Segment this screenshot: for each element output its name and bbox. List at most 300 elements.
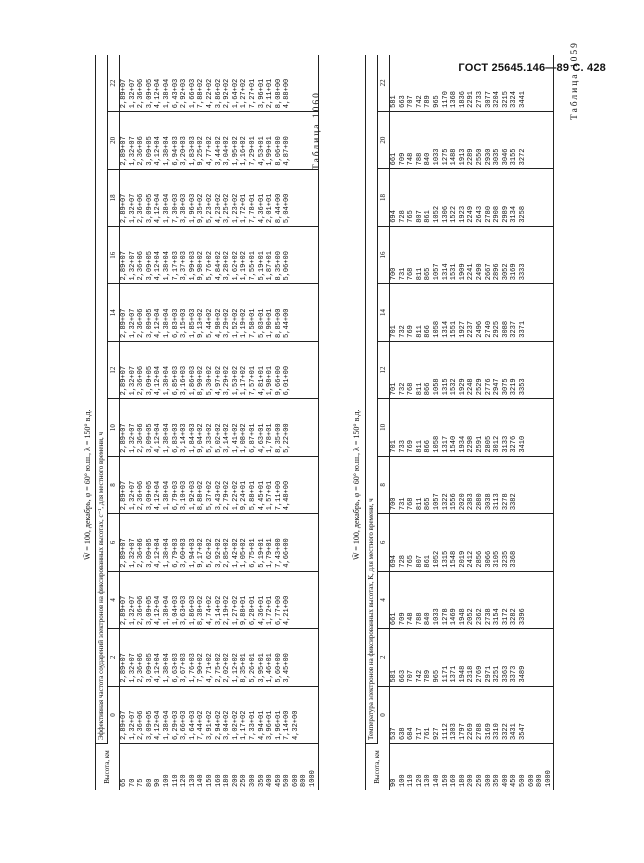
- table1-value: 1913: [458, 148, 467, 166]
- table1-value: 1317: [441, 435, 450, 453]
- table2-col-header: 16: [108, 227, 120, 284]
- table1-value: 769: [407, 325, 416, 338]
- table1-value: 1929: [458, 378, 467, 396]
- table2-value: 7,43+00: [274, 538, 283, 568]
- table1-height-value: 800: [536, 774, 545, 787]
- table2-value: 4,32+00: [291, 710, 300, 740]
- table2-value: 1,38+04: [162, 308, 171, 338]
- table2-value: 2,89+07: [120, 480, 128, 511]
- table1-value: 768: [407, 497, 416, 511]
- table1-value: 1371: [450, 665, 459, 683]
- table1-value: 707: [407, 669, 416, 683]
- table2-value: 1,84+03: [188, 423, 197, 453]
- table1-value: 965: [432, 669, 441, 683]
- table1-value: 3172: [501, 608, 510, 626]
- table1-height-value: 450: [510, 774, 519, 787]
- table2-value: 1,38+04: [162, 365, 171, 396]
- table2-height-value: 500: [283, 774, 292, 787]
- table2-value: 5,19+01: [257, 251, 266, 281]
- table1-value: 663: [398, 95, 407, 108]
- table1-value: 3371: [518, 320, 527, 338]
- table2-value: 2,36+06: [137, 480, 146, 511]
- table1-value: 1058: [432, 378, 441, 396]
- table2-value: 7,33+01: [248, 710, 257, 740]
- table2-value: 8,44+00: [274, 193, 283, 224]
- table1-value: 661: [390, 612, 398, 626]
- table2-height-value: 110: [171, 774, 180, 787]
- table2-col-header: 10: [108, 399, 120, 456]
- table2-value: 1,32+07: [128, 193, 137, 224]
- table1-value: 2496: [475, 320, 484, 338]
- table2-value: 2,92+03: [180, 78, 189, 109]
- table2-value: 2,89+07: [120, 710, 128, 740]
- table2-value: 1,99+03: [188, 251, 197, 281]
- table2-value: 6,83+03: [171, 423, 180, 453]
- table2-value: 1,86+03: [188, 365, 197, 396]
- table1-value: 2383: [467, 493, 476, 511]
- table1-height-value: 140: [432, 774, 441, 787]
- table2-value: 3,09+05: [145, 480, 154, 511]
- table2-values-cell: [120, 341, 319, 398]
- table2-value: 1,76+03: [188, 653, 197, 683]
- table2-value: 9,98+02: [197, 251, 206, 281]
- table2-value: 7,90+02: [197, 653, 206, 683]
- table1-col-header: 10: [378, 399, 390, 456]
- table1-values-cell: [390, 226, 554, 283]
- table1-value: 3088: [501, 320, 510, 338]
- table1-value: 2020: [458, 493, 467, 511]
- table2-value: 1,79+01: [266, 538, 275, 568]
- table2-value: 4,98+02: [214, 308, 223, 338]
- table1-value: 537: [390, 727, 398, 740]
- table2-value: 9,13+02: [197, 308, 206, 338]
- table1-value: 811: [415, 497, 424, 511]
- table2-col-header: 8: [108, 456, 120, 513]
- table1-values-cell: [390, 55, 554, 111]
- table2-value: 1,57+01: [266, 480, 275, 511]
- table1-value: 581: [390, 95, 398, 108]
- table2-value: 1,66+03: [188, 78, 197, 109]
- table1-value: 2740: [484, 320, 493, 338]
- table1-height-value: 300: [484, 774, 493, 787]
- table2-value: 5,44+02: [205, 308, 214, 338]
- table2-value: 4,66+00: [283, 538, 292, 568]
- table1-value: 2529: [475, 378, 484, 396]
- table2-value: 5,06+00: [283, 251, 292, 281]
- table1-value: 1033: [432, 608, 441, 626]
- table2-value: 1,41+02: [231, 423, 240, 453]
- table2-value: 3,14+02: [223, 423, 232, 453]
- table2-value: 4,12+04: [154, 78, 163, 109]
- table2-value: 4,12+04: [154, 251, 163, 281]
- table2-value: 1,38+04: [162, 136, 171, 166]
- table2-value: 4,48+00: [283, 480, 292, 511]
- table2-height-value: 180: [223, 774, 232, 787]
- table2-value: 2,89+07: [120, 653, 128, 683]
- table2-height-value: 75: [137, 778, 146, 787]
- table2-value: 8,06+00: [274, 136, 283, 166]
- table1-value: 3237: [510, 320, 519, 338]
- table1-value: 709: [398, 152, 407, 166]
- table2-value: 3,60+03: [180, 538, 189, 568]
- table2-height-value: 600: [291, 774, 300, 787]
- table1-col-header: 14: [378, 284, 390, 341]
- table2-value: 1,90+01: [266, 308, 275, 338]
- table2-value: 5,76+02: [205, 251, 214, 281]
- table1-value: 3134: [510, 205, 519, 223]
- table1-value: 840: [424, 152, 433, 166]
- table2-col-header: 18: [108, 169, 120, 226]
- table1-value: 2780: [484, 205, 493, 223]
- table2-value: 6,87+01: [248, 423, 257, 453]
- table2-value: 1,19+02: [240, 308, 249, 338]
- table2-value: 1,32+07: [128, 308, 137, 338]
- table2-values-cell: [120, 629, 319, 686]
- table2-value: 1,86+03: [188, 595, 197, 626]
- table1-value: 2947: [493, 378, 502, 396]
- table1-value: 3373: [510, 665, 519, 683]
- table1-value: 3431: [510, 723, 519, 740]
- table2-value: 3,14+03: [180, 423, 189, 453]
- table1-value: 1033: [432, 148, 441, 166]
- table1-value: 3215: [501, 91, 510, 108]
- table1-value: 3154: [493, 608, 502, 626]
- table1-value: 3035: [493, 148, 502, 166]
- table2-value: 4,53+01: [257, 136, 266, 166]
- table2-value: 1,52+02: [231, 308, 240, 338]
- table2-values-cell: [120, 571, 319, 628]
- table2-value: 3,63+03: [180, 595, 189, 626]
- table2-value: 1,32+07: [128, 710, 137, 740]
- table2-value: 3,04+02: [223, 136, 232, 166]
- table1-value: 694: [390, 554, 398, 568]
- table2-value: 7,57+01: [248, 365, 257, 396]
- table2-value: 1,95+02: [231, 136, 240, 166]
- table1-value: 3219: [510, 378, 519, 396]
- table2-value: 9,88+01: [240, 595, 249, 626]
- table2-value: 5,88+01: [248, 480, 257, 511]
- table1-value: 1934: [458, 435, 467, 453]
- table1-value: 2298: [467, 435, 476, 453]
- table1-value: 1531: [450, 263, 459, 281]
- table2-value: 6,75+01: [248, 538, 257, 568]
- table1-value: 861: [424, 210, 433, 223]
- table1-value: 2896: [493, 263, 502, 281]
- table1-value: 3547: [518, 723, 527, 740]
- table1-value: 1058: [432, 435, 441, 453]
- table2-value: 6,63+03: [171, 653, 180, 683]
- table2-value: 3,09+05: [145, 653, 154, 683]
- table1-value: 811: [415, 267, 424, 281]
- table2-value: 2,36+06: [137, 136, 146, 166]
- table1-value: 701: [390, 382, 398, 396]
- table1-value: 3333: [518, 263, 527, 281]
- table1-value: 638: [398, 727, 407, 740]
- table2-value: 7,44+02: [197, 710, 206, 740]
- table1-value: 731: [398, 497, 407, 511]
- table2-value: 3,96+01: [266, 710, 275, 740]
- table2-height-value: 140: [197, 774, 206, 787]
- table2-value: 4,63+01: [257, 423, 266, 453]
- table2-value: 7,55+01: [248, 251, 257, 281]
- table2-col-header: 12: [108, 341, 120, 398]
- table1-value: 3105: [493, 550, 502, 568]
- table1-value: 807: [415, 210, 424, 223]
- table2-value: 3,09+05: [145, 78, 154, 109]
- table2-col-header: 0: [108, 686, 120, 743]
- table1-values-cell: [390, 514, 554, 571]
- table2-value: 1,64+02: [231, 78, 240, 109]
- table1-value: 2412: [467, 550, 476, 568]
- table2-value: 2,89+07: [120, 193, 128, 224]
- table1-value: 1548: [450, 550, 459, 568]
- table1-height-value: 150: [441, 774, 450, 787]
- table1-value: 3272: [518, 148, 527, 166]
- table1-value: 2249: [467, 205, 476, 223]
- table2-height-value: 200: [231, 774, 240, 787]
- table1-value: 1058: [432, 320, 441, 338]
- table2-height-value: 80: [145, 778, 154, 787]
- table2-value: 1,38+04: [162, 480, 171, 511]
- table1-value: 1540: [450, 435, 459, 453]
- table1-value: 3155: [510, 148, 519, 166]
- table2-value: 2,85+02: [223, 538, 232, 568]
- table1-value: 866: [424, 382, 433, 396]
- table2-value: 4,12+04: [154, 653, 163, 683]
- table2-value: 5,44+00: [283, 308, 292, 338]
- table2-value: 4,21+00: [283, 595, 292, 626]
- table2-value: 6,79+03: [171, 480, 180, 511]
- table2-value: 5,26+01: [248, 653, 257, 683]
- table1-col-header: 22: [378, 55, 390, 111]
- table1-value: 2971: [484, 665, 493, 683]
- table1-value: 865: [424, 497, 433, 511]
- table2-value: 3,16+03: [180, 365, 189, 396]
- table2-value: 3,67+03: [180, 653, 189, 683]
- table1-height-value: 600: [527, 774, 536, 787]
- table1-value: 3353: [518, 378, 527, 396]
- table2-value: 4,71+02: [205, 653, 214, 683]
- table2-value: 4,12+04: [154, 710, 163, 740]
- table2-value: 1,42+02: [231, 538, 240, 568]
- table2-height-header: Высота, км: [96, 744, 120, 791]
- table2-value: 3,86+02: [214, 78, 223, 109]
- table1-value: 1551: [450, 320, 459, 338]
- table1-value: 789: [424, 669, 433, 683]
- table1-value: 2856: [475, 550, 484, 568]
- table1-value: 1171: [441, 665, 450, 683]
- table1-value: 700: [390, 497, 398, 511]
- table1-value: 1303: [450, 723, 459, 740]
- table2-value: 1,32+07: [128, 595, 137, 626]
- table2-value: 5,19+01: [257, 538, 266, 568]
- table1-value: 748: [407, 612, 416, 626]
- table1-col-header: 20: [378, 111, 390, 168]
- table1-value: 1112: [441, 723, 450, 740]
- table1-subtitle: W̄ = 100, декабрь, φ = 60° ю.ш., λ = 150° в.д.: [352, 409, 361, 560]
- table2-value: 1,23+02: [231, 193, 240, 224]
- table2-value: 3,15+03: [180, 308, 189, 338]
- table2-value: 1,83+03: [188, 136, 197, 166]
- table1-value: 1315: [441, 378, 450, 396]
- table1-value: 748: [407, 152, 416, 166]
- table2-value: 4,36+01: [257, 595, 266, 626]
- table2-value: 3,43+02: [214, 480, 223, 511]
- table2-value: 3,45+00: [283, 653, 292, 683]
- table2-value: 3,29+02: [223, 365, 232, 396]
- table1-value: 2591: [475, 435, 484, 453]
- table1-value: 3382: [510, 493, 519, 511]
- table1-value: 1278: [441, 608, 450, 626]
- table1-value: 3066: [484, 550, 493, 568]
- table2-value: 2,36+06: [137, 653, 146, 683]
- table1-value: 761: [424, 727, 433, 740]
- table2-values-cell: [120, 169, 319, 226]
- table1-value: 768: [407, 267, 416, 281]
- table1-values-cell: [390, 629, 554, 686]
- table1-height-value: 160: [450, 774, 459, 787]
- table2-col-header: 2: [108, 629, 120, 686]
- table2-value: 1,32+07: [128, 251, 137, 281]
- table1-value: 717: [415, 727, 424, 740]
- table2: [95, 55, 319, 790]
- table1-height-value: 250: [475, 774, 484, 787]
- table1-col-header: 16: [378, 226, 390, 283]
- table2-heights-cell: [120, 744, 319, 791]
- table2-value: 6,28+01: [248, 595, 257, 626]
- table1-heights-cell: [390, 744, 554, 791]
- table2-value: 7,58+01: [248, 308, 257, 338]
- table2-value: 4,22+02: [205, 78, 214, 109]
- table1-value: 3046: [501, 148, 510, 166]
- table2-value: 2,36+06: [137, 423, 146, 453]
- table1-value: 701: [390, 440, 398, 453]
- table1-value: 1314: [441, 263, 450, 281]
- table1-col-header: 0: [378, 686, 390, 743]
- table2-value: 4,84+02: [214, 251, 223, 281]
- table2-height-value: 90: [154, 778, 163, 787]
- table2-value: 1,38+04: [162, 78, 171, 109]
- table1-height-value: 120: [415, 774, 424, 787]
- table2-value: 1,32+07: [128, 78, 137, 109]
- table1-value: 661: [390, 152, 398, 166]
- table2-value: 7,27+01: [248, 78, 257, 109]
- table2-value: 5,03+01: [257, 308, 266, 338]
- page-header: ГОСТ 25645.146—89 С. 428: [458, 62, 606, 74]
- table1-value: 3169: [484, 723, 493, 740]
- table1-value: 1836: [458, 91, 467, 108]
- table1-values-cell: [390, 111, 554, 168]
- table2-value: 5,30+02: [205, 365, 214, 396]
- table1-value: 1522: [450, 205, 459, 223]
- table2-value: 3,91+02: [205, 710, 214, 740]
- table1-value: 3113: [493, 493, 502, 511]
- table1-value: 3363: [501, 665, 510, 683]
- table2-height-value: 800: [300, 774, 309, 787]
- table2-value: 1,12+02: [231, 653, 240, 683]
- table2-value: 9,66+00: [274, 365, 283, 396]
- table2-value: 4,12+04: [154, 538, 163, 568]
- table1-value: 3038: [484, 493, 493, 511]
- table1-value: 1275: [441, 148, 450, 166]
- table2-value: 8,88+02: [197, 480, 206, 511]
- table1-values-cell: [390, 571, 554, 628]
- table2-value: 1,98+01: [266, 365, 275, 396]
- table1-value: 765: [407, 210, 416, 223]
- table2-value: 1,32+07: [128, 480, 137, 511]
- table1-value: 2241: [467, 263, 476, 281]
- table2-value: 3,37+03: [180, 251, 189, 281]
- table2-value: 6,77+00: [274, 595, 283, 626]
- table1-value: 1057: [432, 263, 441, 281]
- table2-value: 1,32+07: [128, 136, 137, 166]
- table1-value: 866: [424, 440, 433, 453]
- table1-value: 2362: [475, 608, 484, 626]
- table1-value: 3133: [501, 435, 510, 453]
- table2-value: 3,66+03: [180, 710, 189, 740]
- table2-value: 4,36+01: [257, 193, 266, 224]
- table2-caption: Таблица 1060: [312, 91, 322, 170]
- table2-value: 6,29+03: [171, 710, 180, 740]
- table1-value: 2667: [484, 263, 493, 281]
- table2-value: 2,19+02: [223, 595, 232, 626]
- table2-value: 2,01+01: [266, 193, 275, 224]
- table1-value: 765: [407, 554, 416, 568]
- table2-value: 2,36+06: [137, 78, 146, 109]
- table2-value: 2,92+02: [223, 78, 232, 109]
- table1-group-header: Температура электронов на фиксированных высотах, К, для местного времени, ч: [366, 55, 378, 744]
- table1-value: 3282: [510, 608, 519, 626]
- table2-value: 2,36+06: [137, 595, 146, 626]
- table2-height-value: 350: [257, 774, 266, 787]
- table2-value: 2,36+06: [137, 193, 146, 224]
- table2-value: 7,30+03: [171, 193, 180, 224]
- table2-value: 3,95+01: [257, 653, 266, 683]
- table2-value: 3,09+05: [145, 136, 154, 166]
- table2-values-cell: [120, 284, 319, 341]
- table2-value: 3,25+02: [223, 193, 232, 224]
- table1-value: 768: [407, 382, 416, 396]
- table2-value: 1,22+02: [231, 480, 240, 511]
- table1-value: 2237: [467, 320, 476, 338]
- table2-values-cell: [120, 55, 319, 112]
- table1-value: 769: [407, 440, 416, 453]
- table2-value: 2,89+07: [120, 595, 128, 626]
- table1-value: 965: [432, 95, 441, 108]
- table1-value: 811: [415, 440, 424, 453]
- table2-values-cell: [120, 112, 319, 169]
- table1-value: 733: [398, 440, 407, 453]
- table2-value: 1,32+07: [128, 423, 137, 453]
- table1-value: 742: [415, 95, 424, 108]
- table2-value: 3,09+05: [145, 595, 154, 626]
- table1-height-value: 400: [501, 774, 510, 787]
- table2-value: 4,12+04: [154, 365, 163, 396]
- table2-value: 1,72+01: [240, 193, 249, 224]
- table1-value: 1052: [432, 205, 441, 223]
- table1-value: 3396: [518, 608, 527, 626]
- table1-col-header: 18: [378, 169, 390, 226]
- table1-value: 1314: [441, 320, 450, 338]
- table2-value: 8,35+00: [274, 251, 283, 281]
- table2-value: 5,02+02: [214, 423, 223, 453]
- table1-value: 1306: [441, 205, 450, 223]
- table1-value: 732: [398, 325, 407, 338]
- table2-value: 7,11+00: [274, 480, 283, 511]
- table2-value: 1,99+01: [266, 136, 275, 166]
- table1-value: 732: [398, 382, 407, 396]
- table1-values-cell: [390, 284, 554, 341]
